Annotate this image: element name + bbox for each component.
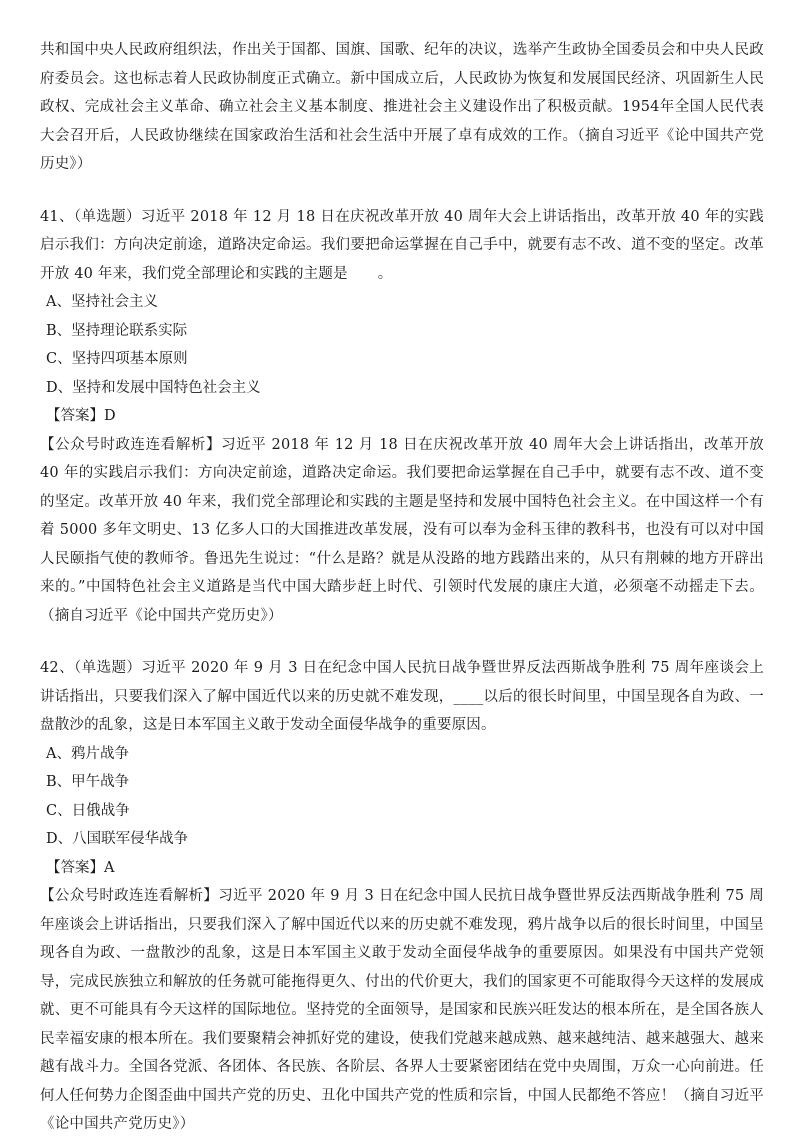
option-a: A、鸦片战争	[46, 745, 129, 762]
option-d: D、八国联军侵华战争	[46, 831, 189, 847]
spacer	[40, 630, 764, 654]
answer-line: 【答案】D	[46, 408, 116, 424]
option-d: D、坚持和发展中国特色社会主义	[46, 379, 261, 396]
answer-line: 【答案】A	[46, 859, 115, 876]
analysis-paragraph: 【公众号时政连连看解析】习近平 2018 年 12 月 18 日在庆祝改革开放 40 周年大会上讲话指出，改革开放 40 年的实践启示我们：方向决定前途，道路决定命运。我们要把命运掌握在自己手中，就要有志不改、道不变的坚定。改革开放 40 年来，我们党全部理论和实践的主题是坚持和发展中国特色社会主义。在中国这样一个有着 5000 多年文明史、13 亿多人口的大国推进改革发展，没有可以奉为金科玉律的教科书，也没有可以对中国人民颐指气使的教师爷。鲁迅先生说过：“什么是路？就是从没路的地方践踏出来的，从只有荆棘的地方开辟出来的。”中国特色社会主义道路是当代中国大踏步赶上时代、引领时代发展的康庄大道，必须毫不动摇走下去。（摘自习近平《论中国共产党历史》）	[40, 436, 764, 624]
spacer	[40, 179, 764, 203]
intro-paragraph: 共和国中央人民政府组织法，作出关于国都、国旗、国歌、纪年的决议，选举产生政协全国委员会和中央人民政府委员会。这也标志着人民政协制度正式确立。新中国成立后，人民政协为恢复和发展国民经济、巩固新生人民政权、完成社会主义革命、确立社会主义基本制度、推进社会主义建设作出了积极贡献。1954年全国人民代表大会召开后，人民政协继续在国家政治生活和社会生活中开展了卓有成效的工作。（摘自习近平《论中国共产党历史》）	[40, 42, 764, 172]
question-stem-text: 41、（单选题）习近平 2018 年 12 月 18 日在庆祝改革开放 40 周年大会上讲话指出，改革开放 40 年的实践启示我们：方向决定前途，道路决定命运。我们要把命运掌握在自己手中，就要有志不改、道不变的坚定。改革开放 40 年来，我们党全部理论和实践的主题是	[40, 208, 764, 282]
analysis-paragraph: 【公众号时政连连看解析】习近平 2020 年 9 月 3 日在纪念中国人民抗日战争暨世界反法西斯战争胜利 75 周年座谈会上讲话指出，只要我们深入了解中国近代以来的历史就不难发现，鸦片战争以后的很长时间里，中国呈现各自为政、一盘散沙的乱象，这是日本军国主义敢于发动全面侵华战争的重要原因。如果没有中国共产党领导，完成民族独立和解放的任务就可能拖得更久、付出的代价更大，我们的国家更不可能取得今天这样的发展成就、更不可能具有今天这样的国际地位。坚持党的全面领导，是国家和民族兴旺发达的根本所在，是全国各族人民幸福安康的根本所在。我们要聚精会神抓好党的建设，使我们党越来越成熟、越来越纯洁、越来越强大、越来越有战斗力。全国各党派、各团体、各民族、各阶层、各界人士要紧密团结在党中央周围，万众一心向前进。任何人任何势力企图歪曲中国共产党的历史、丑化中国共产党的性质和宗旨，中国人民都绝不答应！（摘自习近平《论中国共产党历史》）	[40, 888, 764, 1132]
question-stem-end: 。	[377, 265, 393, 282]
option-c: C、日俄战争	[46, 802, 130, 819]
question-stem	[40, 203, 764, 289]
option-c: C、坚持四项基本原则	[46, 351, 188, 367]
question-42	[40, 654, 764, 1139]
option-b: B、坚持理论联系实际	[46, 322, 188, 339]
option-a: A、坚持社会主义	[46, 294, 158, 310]
question-stem: 42、（单选题）习近平 2020 年 9 月 3 日在纪念中国人民抗日战争暨世界反法西斯战争胜利 75 周年座谈会上讲话指出，只要我们深入了解中国近代以来的历史就不难发现，____以后的很长时间里，中国呈现各自为政、一盘散沙的乱象，这是日本军国主义敢于发动全面侵华战争的重要原因。	[40, 660, 764, 733]
question-41	[40, 203, 764, 631]
document-page	[40, 36, 764, 1139]
option-b: B、甲午战争	[46, 774, 130, 790]
